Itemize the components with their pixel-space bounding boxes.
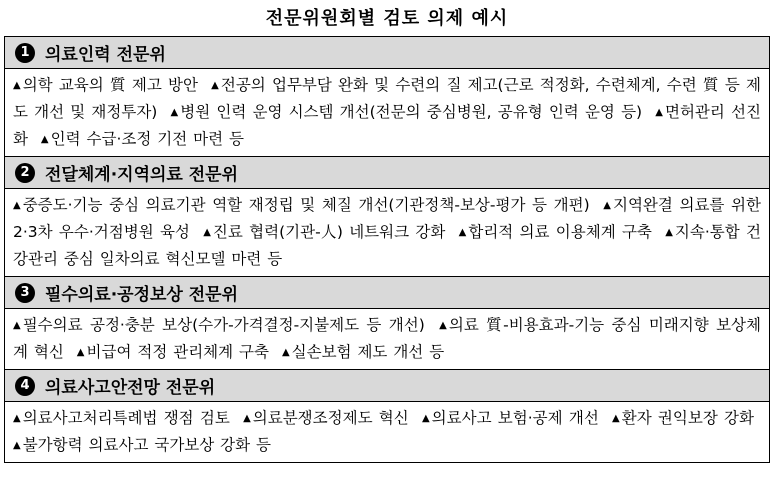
section-body — [5, 69, 769, 157]
agenda-item-text: 의료분쟁조정제도 혁신 — [252, 409, 409, 427]
triangle-bullet-icon: ▲ — [13, 413, 21, 424]
triangle-bullet-icon: ▲ — [655, 107, 663, 118]
triangle-bullet-icon: ▲ — [203, 227, 211, 238]
agenda-item-text: 진료 협력(기관-人) 네트워크 강화 — [212, 223, 446, 241]
triangle-bullet-icon: ▲ — [439, 320, 447, 331]
agenda-item — [171, 103, 643, 121]
section-body — [5, 189, 769, 277]
triangle-bullet-icon: ▲ — [421, 413, 430, 424]
section-title: 의료사고안전망 전문위 — [45, 378, 216, 398]
section-header — [5, 370, 769, 402]
agenda-item-text: 불가항력 의료사고 국가보상 강화 등 — [22, 436, 272, 454]
agenda-item-text: 병원 인력 운영 시스템 개선(전문의 중심병원, 공유형 인력 운영 등) — [180, 103, 643, 121]
agenda-item — [13, 409, 230, 427]
agenda-item — [243, 409, 409, 427]
triangle-bullet-icon: ▲ — [170, 107, 179, 118]
document-title: 전문위원회별 검토 의제 예시 — [265, 8, 509, 29]
section-title: 전달체계·지역의료 전문위 — [45, 165, 239, 185]
section-number-badge: 3 — [15, 283, 35, 303]
triangle-bullet-icon: ▲ — [243, 413, 251, 424]
agenda-item-text: 비급여 적정 관리체계 구축 — [86, 343, 269, 361]
agenda-item-text: 전공의 업무부담 완화 및 수련의 질 제고(근로 적정화, 수련체계, 수련 質 등 제도 개선 및 재정투자) — [13, 76, 761, 121]
agenda-item-text: 의료 質-비용효과-기능 중심 미래지향 보상체계 혁신 — [13, 316, 762, 361]
agenda-item-text: 환자 권익보장 강화 — [621, 409, 754, 427]
triangle-bullet-icon: ▲ — [13, 320, 21, 331]
agenda-item-text: 실손보험 제도 개선 등 — [291, 343, 445, 361]
agenda-item — [13, 76, 198, 94]
agenda-item-text: 지속·통합 건강관리 중심 일차의료 혁신모델 마련 등 — [13, 223, 761, 268]
agenda-item — [77, 343, 269, 361]
triangle-bullet-icon: ▲ — [40, 134, 49, 145]
section-body — [5, 402, 769, 462]
agenda-item — [13, 436, 271, 454]
section-header — [5, 157, 769, 189]
triangle-bullet-icon: ▲ — [211, 80, 219, 91]
agenda-item-text: 인력 수급·조정 기전 마련 등 — [50, 130, 244, 148]
section-number-badge: 1 — [15, 43, 35, 63]
triangle-bullet-icon: ▲ — [13, 80, 21, 91]
agenda-item-text: 지역완결 의료를 위한 2·3차 우수·거점병원 육성 — [13, 196, 761, 241]
triangle-bullet-icon: ▲ — [665, 227, 673, 238]
agenda-item-text: 의료사고 보험·공제 개선 — [431, 409, 599, 427]
triangle-bullet-icon: ▲ — [603, 200, 611, 211]
agenda-item — [612, 409, 754, 427]
agenda-item-text: 필수의료 공정·충분 보상(수가-가격결정-지불제도 등 개선) — [22, 316, 425, 334]
agenda-item — [282, 343, 444, 361]
agenda-item-text: 면허관리 선진화 — [13, 103, 761, 148]
triangle-bullet-icon: ▲ — [76, 347, 85, 358]
agenda-item — [13, 316, 425, 334]
agenda-item-text: 의료사고처리특례법 쟁점 검토 — [22, 409, 230, 427]
triangle-bullet-icon: ▲ — [458, 227, 467, 238]
section-title: 필수의료·공정보상 전문위 — [45, 285, 239, 305]
triangle-bullet-icon: ▲ — [13, 440, 21, 451]
agenda-item — [459, 223, 652, 241]
agenda-item-text: 중증도·기능 중심 의료기관 역할 재정립 및 체질 개선(기관정책-보상-평가 등 개편) — [22, 196, 590, 214]
agenda-item — [41, 130, 244, 148]
triangle-bullet-icon: ▲ — [281, 347, 290, 358]
agenda-item — [203, 223, 445, 241]
section-header — [5, 37, 769, 69]
agenda-item-text: 의학 교육의 質 제고 방안 — [22, 76, 198, 94]
triangle-bullet-icon: ▲ — [612, 413, 620, 424]
section-body — [5, 309, 769, 370]
section-number-badge: 2 — [15, 163, 35, 183]
section-title: 의료인력 전문위 — [45, 45, 166, 65]
agenda-item — [13, 196, 590, 214]
agenda-table — [4, 36, 770, 463]
agenda-item — [422, 409, 599, 427]
triangle-bullet-icon: ▲ — [13, 200, 21, 211]
agenda-item-text: 합리적 의료 이용체계 구축 — [468, 223, 652, 241]
section-number-badge: 4 — [15, 376, 35, 396]
section-header — [5, 277, 769, 309]
